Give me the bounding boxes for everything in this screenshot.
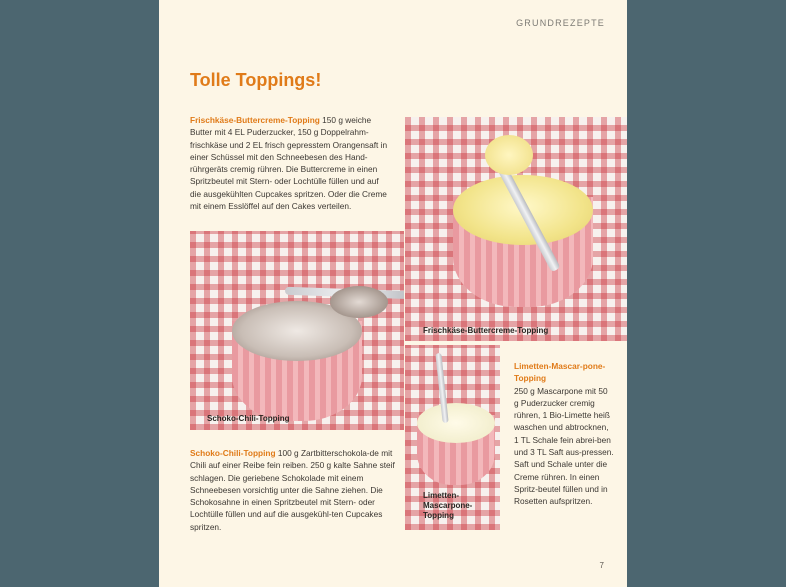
recipe-limetten-mascarpone [514, 360, 614, 508]
photo-frischkaese-topping [405, 117, 627, 341]
recipe-heading: Schoko-Chili-Topping [190, 448, 276, 458]
photo-caption: Schoko-Chili-Topping [207, 414, 290, 423]
photo-limetten-mascarpone-topping [405, 345, 500, 530]
recipe-body: 100 g Zartbitterschokola-de mit Chili auf einer Reibe fein reiben. 250 g kalte Sahne steif schlagen. Die geriebene Schokolade mit einem Schneebesen vorsichtig unter die Sahne ziehen. Die Schokosahne in einen Spritzbeutel mit Stern- oder Lochtülle füllen und auf die ausgekühl-ten Cupcakes spritzen. [190, 448, 395, 532]
section-header: GRUNDREZEPTE [516, 18, 605, 28]
photo-schoko-chili-topping [190, 231, 404, 430]
recipe-frischkaese [190, 114, 390, 212]
photo-caption: Frischkäse-Buttercreme-Topping [423, 326, 549, 335]
recipe-heading: Frischkäse-Buttercreme-Topping [190, 115, 320, 125]
recipe-schoko-chili [190, 447, 395, 533]
page-number: 7 [599, 561, 604, 570]
page-title: Tolle Toppings! [190, 70, 322, 90]
book-page [159, 0, 627, 587]
recipe-heading: Limetten-Mascar-pone-Topping [514, 361, 606, 384]
photo-caption: Limetten- Mascarpone- Topping [423, 491, 473, 520]
recipe-body: 250 g Mascarpone mit 50 g Puderzucker cremig rühren, 1 Bio-Limette heiß waschen und abtrocknen, 1 TL Schale fein abrei-ben und 3 TL Saft aus-pressen. Saft und Schale unter die Creme rühren. In einen Spritz-beutel füllen und in Rosetten aufspritzen. [514, 385, 614, 507]
recipe-body: 150 g weiche Butter mit 4 EL Puderzucker, 150 g Doppelrahm-frischkäse und 2 EL frisch gepresstem Orangensaft in einer Schüssel mit den Schneebesen des Hand-rührgeräts cremig rühren. Die Buttercreme in einen Spritzbeutel mit Stern- oder Lochtülle füllen und auf die ausgekühlten Cupcakes spritzen. Oder die Creme mit einem Esslöffel auf den Cakes verteilen. [190, 115, 388, 212]
